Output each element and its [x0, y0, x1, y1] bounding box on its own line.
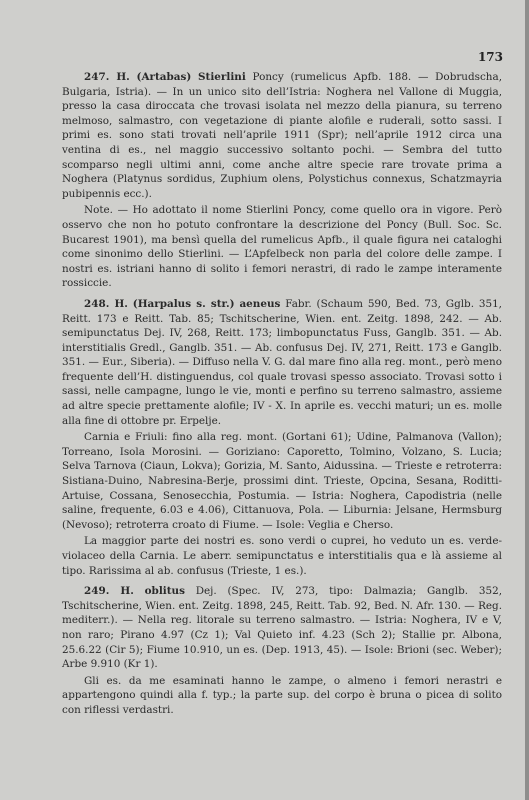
entry-subgenus: (Harpalus s. str.) [132, 297, 235, 310]
entry-number: 247. H. [84, 71, 130, 83]
entry-text: Fabr. (Schaum 590, Bed. 73, Gglb. 351, Reitt. 173 e Reitt. Tab. 85; Tschitscherine, Wien. ent. Zeitg. 1898, 242. — Ab. semipunctatus Dej. IV, 268, Reitt. 173; limbopunctatus Fuss, Ganglb. 351. — Ab. interstitialis Gredl., Ganglb. 351. — Ab. confusus Dej. IV, 271, Reitt. 173 e Ganglb. 351. — Eur., Siberia). — Diffuso nella V. G. dal mare fino alla reg. mont., però meno frequente dell’H. distinguendus, col quale trovasi spesso associato. Trovasi sotto i sassi, nelle campagne, lungo le vie, monti e perfino su terreno salmastro, assieme ad altre specie prettamente alofile; IV - X. In aprile es. vecchi maturi; un es. molle alla fine di ottobre pr. Erpelje. [62, 297, 502, 427]
entry-subgenus: (Artabas) [136, 71, 192, 83]
entry-species: aeneus [239, 297, 281, 310]
entry-248 [62, 297, 502, 428]
entry-species: oblitus [144, 585, 185, 598]
page-number: 173 [477, 50, 503, 64]
entry-number: 248. H. [84, 297, 128, 310]
entry-note: Gli es. da me esaminati hanno le zampe, o almeno i femori nerastri e appartengono quindi alla f. typ.; la parte sup. del corpo è bruna o picea di solito con riflessi verdastri. [62, 674, 502, 716]
entry-247 [62, 70, 502, 201]
entry-249 [62, 584, 502, 672]
entry-note: Note. — Ho adottato il nome Stierlini Poncy, come quello ora in vigore. Però osservo che non ho potuto confrontare la descrizione del Poncy (Bull. Soc. Sc. Bucarest 1901), ma bensì quella del rumelicus Apfb., il quale figura nei cataloghi come sinonimo dello Stierlini. — L’Apfelbeck non parla del colore delle zampe. I nostri es. istriani hanno di solito i femori nerastri, di rado le zampe interamente rossiccie. [62, 204, 502, 290]
entry-text: Poncy (rumelicus Apfb. 188. — Dobrudscha, Bulgaria, Istria). — In un unico sito dell’Istria: Noghera nel Vallone di Muggia, presso la casa diroccata che trovasi isolata nel mezzo della pianura, su terreno melmoso, salmastro, con vegetazione di piante alofile e ruderali, sotto sassi. I primi es. sono stati trovati nell’aprile 1911 (Spr); nell’aprile 1912 circa una ventina di es., nel maggio successivo soltanto pochi. — Sembra del tutto scomparso negli ultimi anni, come anche altre specie rare trovate prima a Noghera (Platynus sordidus, Zuphium olens, Polystichus connexus, Schatzmayria pubipennis ecc.). [62, 71, 502, 200]
entry-text: Dej. (Spec. IV, 273, tipo: Dalmazia; Ganglb. 352, Tschitscherine, Wien. ent. Zeitg. 1898, 245, Reitt. Tab. 92, Bed. N. Afr. 130. — Reg. mediterr.). — Nella reg. litorale su terreno salmastro. — Istria: Noghera, IV e V, non raro; Pirano 4.97 (Cz 1); Val Quieto inf. 4.23 (Sch 2); Stallie pr. Albona, 25.6.22 (Cir 5); Fiume 10.910, un es. (Dep. 1913, 45). — Isole: Brioni (sec. Weber); Arbe 9.910 (Kr 1). [62, 585, 502, 671]
page-text [62, 70, 502, 724]
entry-note: Carnia e Friuli: fino alla reg. mont. (Gortani 61); Udine, Palmanova (Vallon); Torreano, Isola Morosini. — Goriziano: Caporetto, Tolmino, Volzano, S. Lucia; Selva Tarnova (Ciaun, Lokva); Gorizia, M. Santo, Aidussina. — Trieste e retroterra: Sistiana-Duino, Nabresina-Berje, prossimi dint. Trieste, Opcina, Sesana, Roditti-Artuise, Cossana, Senosecchia, Postumia. — Istria: Noghera, Capodistria (nelle saline, frequente, 6.03 e 4.06), Cittanuova, Pola. — Liburnia: Jelsane, Hermsburg (Nevoso); retroterra croato di Fiume. — Isole: Veglia e Cherso. [62, 431, 502, 531]
entry-note: La maggior parte dei nostri es. sono verdi o cuprei, ho veduto un es. verde-violaceo della Carnia. Le aberr. semipunctatus e interstitialis qua e là assieme al tipo. Rarissima al ab. confusus (Trieste, 1 es.). [62, 535, 502, 577]
entry-number: 249. H. [84, 585, 134, 598]
page-edge-shadow [525, 0, 529, 800]
entry-species: Stierlini [198, 71, 246, 83]
